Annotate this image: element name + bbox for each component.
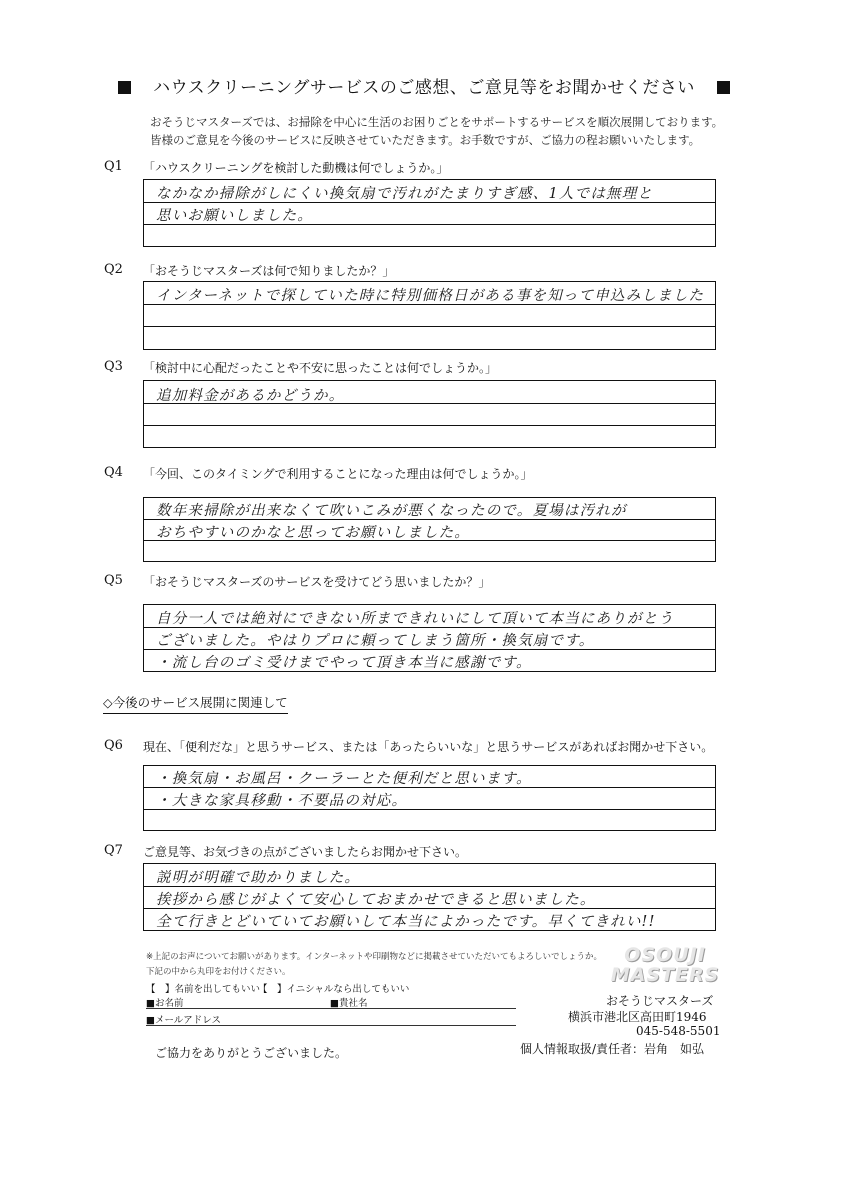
answer-line: 数年来掃除が出来なくて吹いこみが悪くなったので。夏場は汚れが xyxy=(156,503,627,519)
option-initials-ok[interactable]: 【 】イニシャルなら出してもいい xyxy=(258,984,410,995)
name-underline xyxy=(146,1008,516,1009)
answer-box xyxy=(143,281,716,350)
email-underline xyxy=(146,1025,516,1026)
email-label: ■メールアドレス xyxy=(146,1015,222,1026)
company-label: ■貴社名 xyxy=(330,998,368,1009)
question-number: Q6 xyxy=(104,738,123,753)
question-text: 「おそうじマスターズのサービスを受けてどう思いましたか？」 xyxy=(143,575,491,589)
publication-instruction: 下記の中から丸印をお付けください。 xyxy=(146,967,291,977)
answer-line: おちやすいのかなと思ってお願いしました。 xyxy=(156,525,470,541)
question-number: Q3 xyxy=(104,359,123,374)
question-number: Q7 xyxy=(104,843,123,858)
company-name: おそうじマスターズ xyxy=(606,994,714,1008)
page-title xyxy=(0,73,848,98)
answer-box xyxy=(143,863,716,931)
answer-line: ございました。やはりプロに頼ってしまう箇所・換気扇です。 xyxy=(156,633,595,649)
title-text: ハウスクリーニングサービスのご感想、ご意見等をお聞かせください xyxy=(153,78,695,98)
answer-box xyxy=(143,765,716,831)
company-address: 横浜市港北区高田町1946 xyxy=(568,1010,707,1024)
question-text: 「検討中に心配だったことや不安に思ったことは何でしょうか。」 xyxy=(143,361,498,375)
company-logo: OSOUJI MASTERS xyxy=(610,944,720,986)
answer-line: ・流し台のゴミ受けまでやって頂き本当に感謝です。 xyxy=(156,655,532,671)
privacy-officer: 個人情報取扱/責任者：岩角 如弘 xyxy=(520,1042,705,1056)
question-text: 「おそうじマスターズは何で知りましたか？」 xyxy=(143,264,395,278)
intro-line-2: 皆様のご意見を今後のサービスに反映させていただきます。お手数ですが、ご協力の程お願いいたします。 xyxy=(150,133,701,147)
intro-line-1: おそうじマスターズでは、お掃除を中心に生活のお困りごとをサポートするサービスを順次展開しております。 xyxy=(150,115,724,129)
answer-line: 自分一人では絶対にできない所まできれいにして頂いて本当にありがとう xyxy=(156,611,675,627)
publication-note: ※上記のお声についてお願いがあります。インターネットや印刷物などに掲載させていただいてもよろしいでしょうか。 xyxy=(146,952,603,962)
thanks-text: ご協力をありがとうございました。 xyxy=(155,1046,348,1060)
answer-box xyxy=(143,497,716,562)
name-label: ■お名前 xyxy=(146,998,184,1009)
answer-line: ・大きな家具移動・不要品の対応。 xyxy=(156,793,408,809)
section-heading: ◇今後のサービス展開に関連して xyxy=(103,693,288,714)
square-bullet-icon xyxy=(118,81,131,94)
question-number: Q2 xyxy=(104,262,123,277)
answer-line: 説明が明確で助かりました。 xyxy=(156,870,361,886)
question-text: 現在、「便利だな」と思うサービス、または「あったらいいな」と思うサービスがあればお聞かせ下さい。 xyxy=(143,740,714,754)
answer-line: 挨拶から感じがよくて安心しておまかせできると思いました。 xyxy=(156,892,596,908)
answer-line: 思いお願いしました。 xyxy=(156,208,313,224)
answer-line: なかなか掃除がしにくい換気扇で汚れがたまりすぎ感、1人では無理と xyxy=(156,186,654,202)
option-name-ok[interactable]: 【 】名前を出してもいい xyxy=(146,984,261,995)
square-bullet-icon xyxy=(717,81,730,94)
answer-line: ・換気扇・お風呂・クーラーとた便利だと思います。 xyxy=(156,771,532,787)
answer-box xyxy=(143,604,716,672)
answer-box xyxy=(143,179,716,247)
question-number: Q5 xyxy=(104,573,123,588)
question-number: Q1 xyxy=(104,159,123,174)
company-phone: 045-548-5501 xyxy=(636,1024,721,1038)
question-text: ご意見等、お気づきの点がございましたらお聞かせ下さい。 xyxy=(143,845,468,859)
question-number: Q4 xyxy=(104,465,123,480)
question-text: 「今回、このタイミングで利用することになった理由は何でしょうか。」 xyxy=(143,467,533,481)
answer-line: 全て行きとどいていてお願いして本当によかったです。早くてきれい!! xyxy=(156,914,656,930)
answer-line: インターネットで探していた時に特別価格日がある事を知って申込みしました xyxy=(156,288,705,304)
question-text: 「ハウスクリーニングを検討した動機は何でしょうか。」 xyxy=(143,161,449,175)
answer-line: 追加料金があるかどうか。 xyxy=(156,388,345,404)
answer-box xyxy=(143,380,716,448)
